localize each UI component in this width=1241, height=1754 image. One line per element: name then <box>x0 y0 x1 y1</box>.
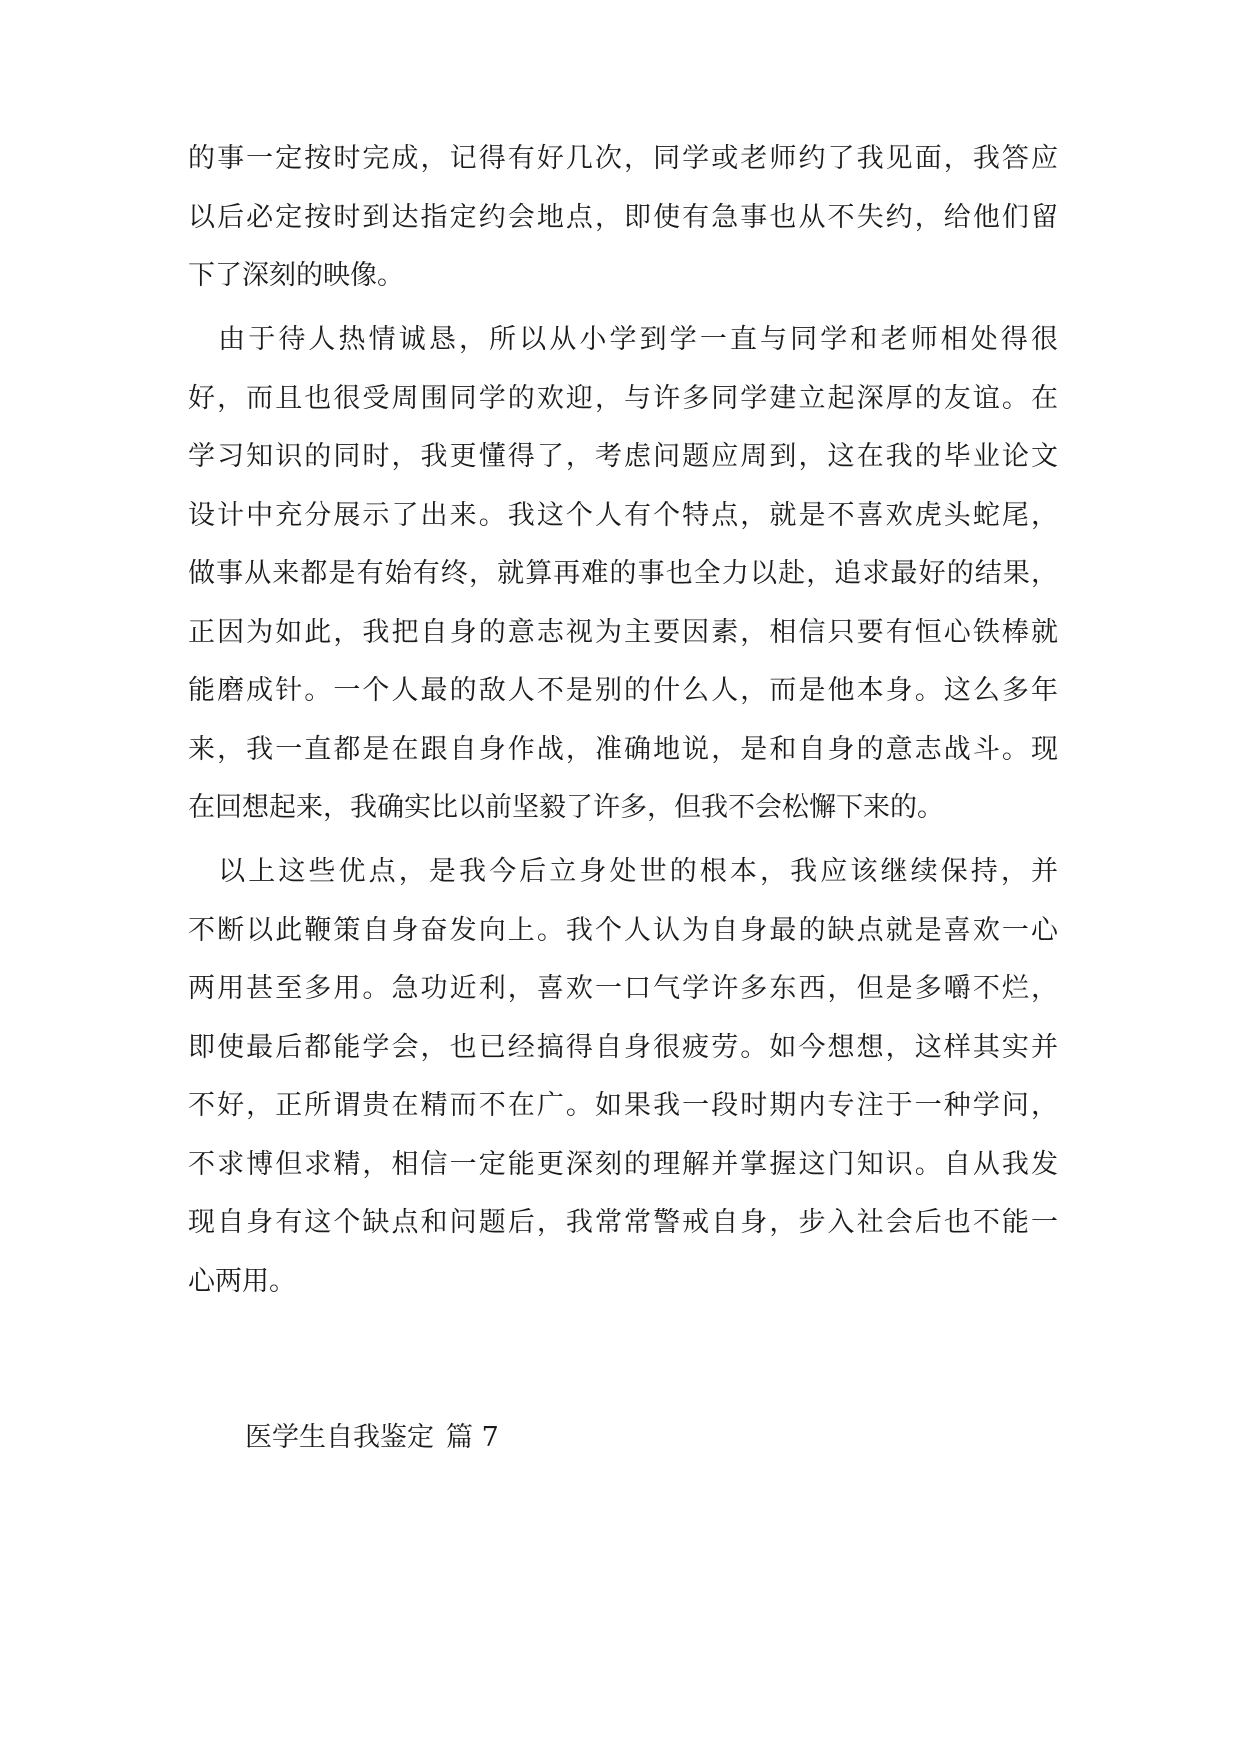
paragraph-line: 心两用。 <box>188 1265 296 1297</box>
section-heading <box>245 1418 499 1458</box>
paragraph-line: 做事从来都是有始有终，就算再难的事也全力以赴，追求最好的结果， <box>188 558 1058 589</box>
paragraph-line: 以上这些优点，是我今后立身处世的根本，我应该继续保持，并 <box>188 856 1058 887</box>
paragraph-line: 来，我一直都是在跟自身作战，准确地说，是和自身的意志战斗。现 <box>188 733 1058 765</box>
paragraph-2 <box>188 311 1058 838</box>
paragraph-line: 不好，正所谓贵在精而不在广。如果我一段时期内专注于一种学问， <box>188 1090 1058 1121</box>
paragraph-line: 由于待人热情诚恳，所以从小学到学一直与同学和老师相处得很 <box>188 324 1058 355</box>
paragraph-line: 设计中充分展示了出来。我这个人有个特点，就是不喜欢虎头蛇尾， <box>188 499 1058 531</box>
paragraph-line: 即使最后都能学会，也已经搞得自身很疲劳。如今想想，这样其实并 <box>188 1031 1058 1063</box>
paragraph-line: 不求博但求精，相信一定能更深刻的理解并掌握这门知识。自从我发 <box>188 1148 1058 1180</box>
paragraph-line: 好，而且也很受周围同学的欢迎，与许多同学建立起深厚的友谊。在 <box>188 382 1058 414</box>
paragraph-line: 两用甚至多用。急功近利，喜欢一口气学许多东西，但是多嚼不烂， <box>188 973 1058 1004</box>
paragraph-line: 下了深刻的映像。 <box>188 260 404 291</box>
paragraph-line: 的事一定按时完成，记得有好几次，同学或老师约了我见面，我答应 <box>188 143 1058 174</box>
paragraph-line: 学习知识的同时，我更懂得了，考虑问题应周到，这在我的毕业论文 <box>188 441 1058 472</box>
paragraph-line: 现自身有这个缺点和问题后，我常常警戒自身，步入社会后也不能一 <box>188 1207 1058 1238</box>
paragraph-line: 不断以此鞭策自身奋发向上。我个人认为自身最的缺点就是喜欢一心 <box>188 914 1058 946</box>
paragraph-1 <box>188 130 1058 306</box>
paragraph-3 <box>188 843 1058 1311</box>
section-heading-number: 篇 7 <box>446 1422 499 1453</box>
paragraph-line: 正因为如此，我把自身的意志视为主要因素，相信只要有恒心铁棒就 <box>188 616 1058 648</box>
paragraph-line: 能磨成针。一个人最的敌人不是别的什么人，而是他本身。这么多年 <box>188 675 1058 706</box>
paragraph-line: 在回想起来，我确实比以前坚毅了许多，但我不会松懈下来的。 <box>188 792 944 823</box>
section-heading-title: 医学生自我鉴定 <box>245 1422 434 1453</box>
paragraph-line: 以后必定按时到达指定约会地点，即使有急事也从不失约，给他们留 <box>188 201 1058 233</box>
